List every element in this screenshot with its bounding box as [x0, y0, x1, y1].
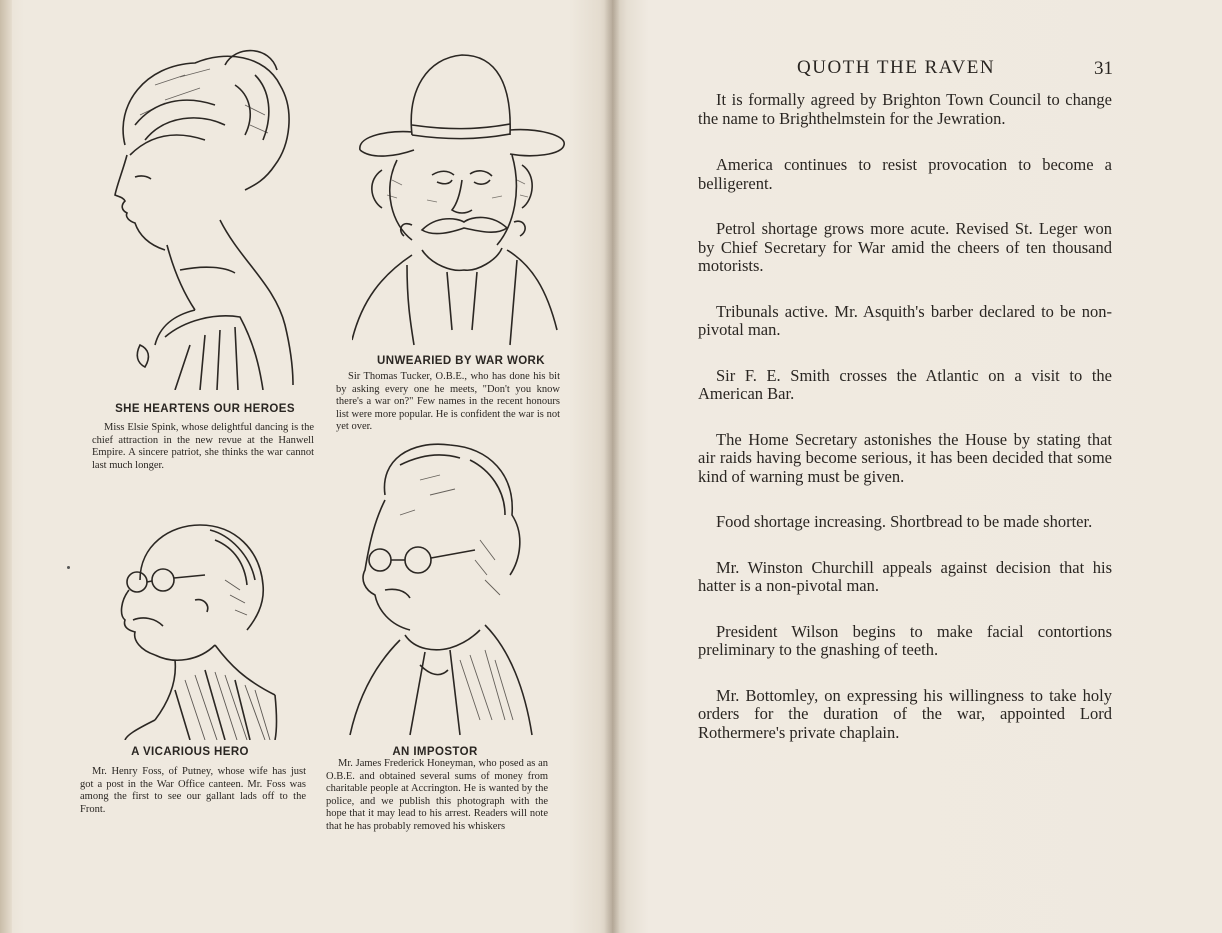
caption-title-2: UNWEARIED BY WAR WORK: [377, 355, 545, 367]
caption-title-1: SHE HEARTENS OUR HEROES: [115, 403, 295, 415]
illustration-balding-man: [115, 520, 280, 740]
illustration-man-with-glasses: [340, 440, 540, 740]
running-head: QUOTH THE RAVEN: [797, 57, 996, 78]
caption-title-4: AN IMPOSTOR: [392, 746, 478, 758]
caption-title-3: A VICARIOUS HERO: [131, 746, 249, 758]
entry-9: President Wilson begins to make facial contortions preliminary to the gnashing of teeth.: [698, 621, 1112, 659]
book-gutter: [604, 0, 620, 933]
entry-2: America continues to resist provocation to become a belligerent.: [698, 155, 1112, 193]
caption-text-3: Mr. Henry Foss, of Putney, whose wife has just got a post in the War Office canteen. Mr. Foss was among the first to see our gallant lads off to the Front.: [80, 766, 306, 815]
entry-10: Mr. Bottomley, on expressing his willingness to take holy orders for the duration of the war, appointed Lord Rothermere's private chaplain.: [698, 685, 1112, 742]
page-edge: [0, 0, 12, 933]
caption-text-2: Sir Thomas Tucker, O.B.E., who has done his bit by asking every one he meets, "Don't you know there's a war on?" Few names in the recent honours list were more popular. He is confident the war is not yet over.: [336, 371, 560, 432]
page-number: 31: [1094, 58, 1113, 79]
entry-3: Petrol shortage grows more acute. Revised St. Leger won by Chief Secretary for War amid the cheers of ten thousand motorists.: [698, 219, 1112, 275]
illustration-woman: [105, 45, 305, 390]
entry-4: Tribunals active. Mr. Asquith's barber declared to be non-pivotal man.: [698, 301, 1112, 339]
caption-text-4: Mr. James Frederick Honeyman, who posed as an O.B.E. and obtained several sums of money from charitable people at Accrington. He is wanted by the police, and we publish this photograph with the hope that it may lead to his arrest. Readers will note that he has probably removed his whiskers: [326, 758, 548, 832]
entry-6: The Home Secretary astonishes the House by stating that air raids having become serious, it has been decided that some kind of warning must be given.: [698, 429, 1112, 486]
entry-8: Mr. Winston Churchill appeals against decision that his hatter is a non-pivotal man.: [698, 557, 1112, 595]
entry-7: Food shortage increasing. Shortbread to be made shorter.: [716, 512, 1093, 531]
entry-5: Sir F. E. Smith crosses the Atlantic on a visit to the American Bar.: [698, 365, 1112, 403]
illustration-man-with-hat: [352, 50, 572, 350]
diary-entries: [698, 91, 1112, 742]
entry-1: It is formally agreed by Brighton Town Council to change the name to Brighthelmstein for the Jewration.: [698, 90, 1112, 128]
caption-text-1: Miss Elsie Spink, whose delightful dancing is the chief attraction in the new revue at the Hanwell Empire. A sincere patriot, she thinks the war cannot last much longer.: [92, 422, 314, 471]
paper-speck: [67, 566, 70, 569]
